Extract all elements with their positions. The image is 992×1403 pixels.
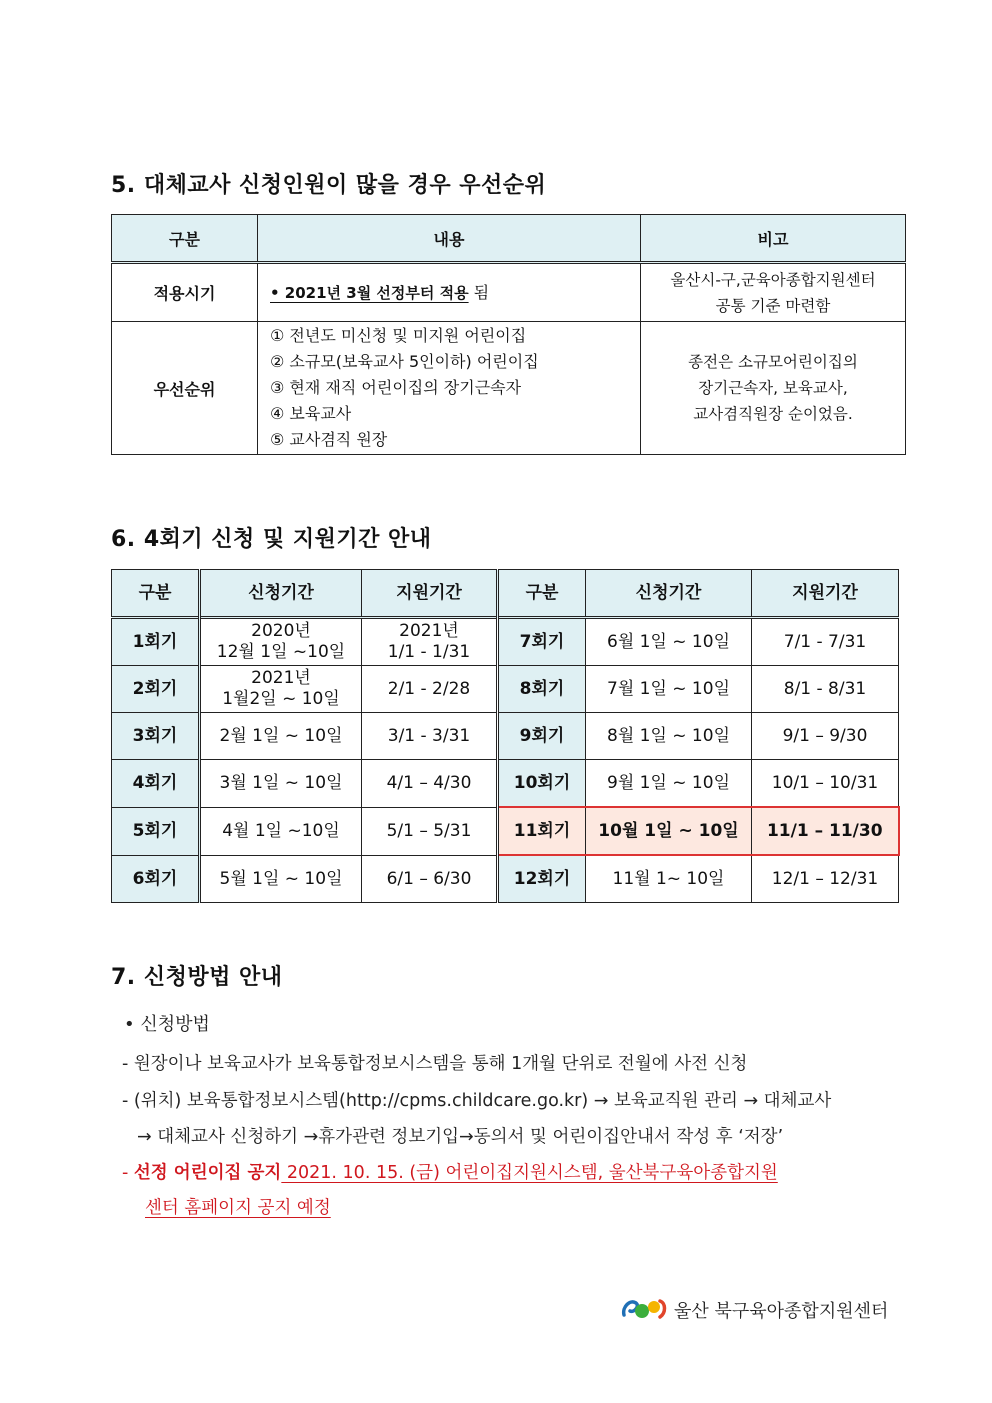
session-label: 3회기 (112, 713, 200, 760)
apply-period: 2020년 12월 1일 ~10일 (200, 618, 362, 666)
note-line: 공통 기준 마련함 (715, 296, 831, 315)
apply-period: 2021년 1월2일 ~ 10일 (200, 666, 362, 713)
center-logo-icon (620, 1293, 670, 1325)
session-label: 4회기 (112, 760, 200, 808)
center-name: 울산 북구육아종합지원센터 (674, 1301, 889, 1322)
section5-title: 5. 대체교사 신청인원이 많을 경우 우선순위 (111, 173, 547, 198)
apply-period-highlight: 10월 1일 ~ 10일 (586, 807, 752, 855)
section7-title: 7. 신청방법 안내 (111, 965, 283, 990)
notice-prefix: - (122, 1163, 134, 1183)
apply-period: 11월 1~ 10일 (586, 855, 752, 903)
method-bullet: • 신청방법 (124, 1014, 210, 1035)
apply-period: 9월 1일 ~ 10일 (586, 760, 752, 808)
row-priority-list (258, 322, 641, 455)
notice-line (122, 1159, 778, 1184)
session-label: 7회기 (498, 618, 586, 666)
session-label: 6회기 (112, 855, 200, 903)
row-priority-label: 우선순위 (112, 322, 258, 455)
schedule-table (111, 569, 900, 903)
note-line: 울산시-구,군육아종합지원센터 (670, 270, 876, 289)
header-session: 구분 (112, 570, 200, 618)
apply-date: • 2021년 3월 선정부터 적용 (270, 283, 469, 302)
row-apply-label: 적용시기 (112, 263, 258, 322)
support-period: 12/1 – 12/31 (752, 855, 899, 903)
session-label: 2회기 (112, 666, 200, 713)
session-label: 9회기 (498, 713, 586, 760)
session-label: 12회기 (498, 855, 586, 903)
note-line: 종전은 소규모어린이집의 (688, 353, 858, 371)
row-apply-note (641, 263, 906, 322)
list-item: ④ 보육교사 (270, 404, 352, 423)
apply-period: 3월 1일 ~ 10일 (200, 760, 362, 808)
row-apply-content (258, 263, 641, 322)
header-support-period: 지원기간 (752, 570, 899, 618)
note-line: 교사겸직원장 순이었음. (693, 405, 853, 423)
apply-period: 6월 1일 ~ 10일 (586, 618, 752, 666)
apply-period: 2월 1일 ~ 10일 (200, 713, 362, 760)
support-period: 10/1 – 10/31 (752, 760, 899, 808)
support-period: 9/1 – 9/30 (752, 713, 899, 760)
apply-period: 5월 1일 ~ 10일 (200, 855, 362, 903)
header-note: 비고 (641, 215, 906, 263)
notice-line-2: 센터 홈페이지 공지 예정 (145, 1198, 331, 1218)
method-line: - 원장이나 보육교사가 보육통합정보시스템을 통해 1개월 단위로 전월에 사전 신청 (122, 1054, 748, 1074)
row-priority-note (641, 322, 906, 455)
list-item: ⑤ 교사겸직 원장 (270, 430, 388, 449)
method-line: - (위치) 보육통합정보시스템(http://cpms.childcare.go.kr) → 보육교직원 관리 → 대체교사 (122, 1091, 832, 1111)
header-apply-period: 신청기간 (200, 570, 362, 618)
support-period: 2/1 - 2/28 (362, 666, 498, 713)
header-category: 구분 (112, 215, 258, 263)
list-item: ① 전년도 미신청 및 미지원 어린이집 (270, 326, 527, 345)
header-content: 내용 (258, 215, 641, 263)
session-label: 1회기 (112, 618, 200, 666)
session-label-highlight: 11회기 (498, 807, 586, 855)
support-period: 7/1 - 7/31 (752, 618, 899, 666)
session-label: 10회기 (498, 760, 586, 808)
method-line: → 대체교사 신청하기 →휴가관련 정보기입→동의서 및 어린이집안내서 작성 후 ‘저장’ (137, 1127, 784, 1147)
priority-table (111, 214, 906, 455)
support-period: 5/1 – 5/31 (362, 807, 498, 855)
header-apply-period: 신청기간 (586, 570, 752, 618)
header-support-period: 지원기간 (362, 570, 498, 618)
session-label: 8회기 (498, 666, 586, 713)
header-session: 구분 (498, 570, 586, 618)
notice-label: 선정 어린이집 공지 (133, 1163, 282, 1183)
apply-tail: 됨 (468, 282, 490, 302)
session-label: 5회기 (112, 807, 200, 855)
list-item: ② 소규모(보육교사 5인이하) 어린이집 (270, 352, 539, 371)
apply-period: 4월 1일 ~10일 (200, 807, 362, 855)
support-period: 6/1 – 6/30 (362, 855, 498, 903)
list-item: ③ 현재 재직 어린이집의 장기근속자 (270, 378, 522, 397)
notice-date: 2021. 10. 15. (금) 어린이집지원시스템, 울산북구육아종합지원 (281, 1163, 778, 1183)
support-period: 3/1 - 3/31 (362, 713, 498, 760)
section6-title: 6. 4회기 신청 및 지원기간 안내 (111, 527, 432, 552)
apply-period: 8월 1일 ~ 10일 (586, 713, 752, 760)
support-period: 2021년 1/1 - 1/31 (362, 618, 498, 666)
support-period: 8/1 - 8/31 (752, 666, 899, 713)
support-period-highlight: 11/1 – 11/30 (752, 807, 899, 855)
note-line: 장기근속자, 보육교사, (698, 379, 848, 397)
support-period: 4/1 – 4/30 (362, 760, 498, 808)
apply-period: 7월 1일 ~ 10일 (586, 666, 752, 713)
